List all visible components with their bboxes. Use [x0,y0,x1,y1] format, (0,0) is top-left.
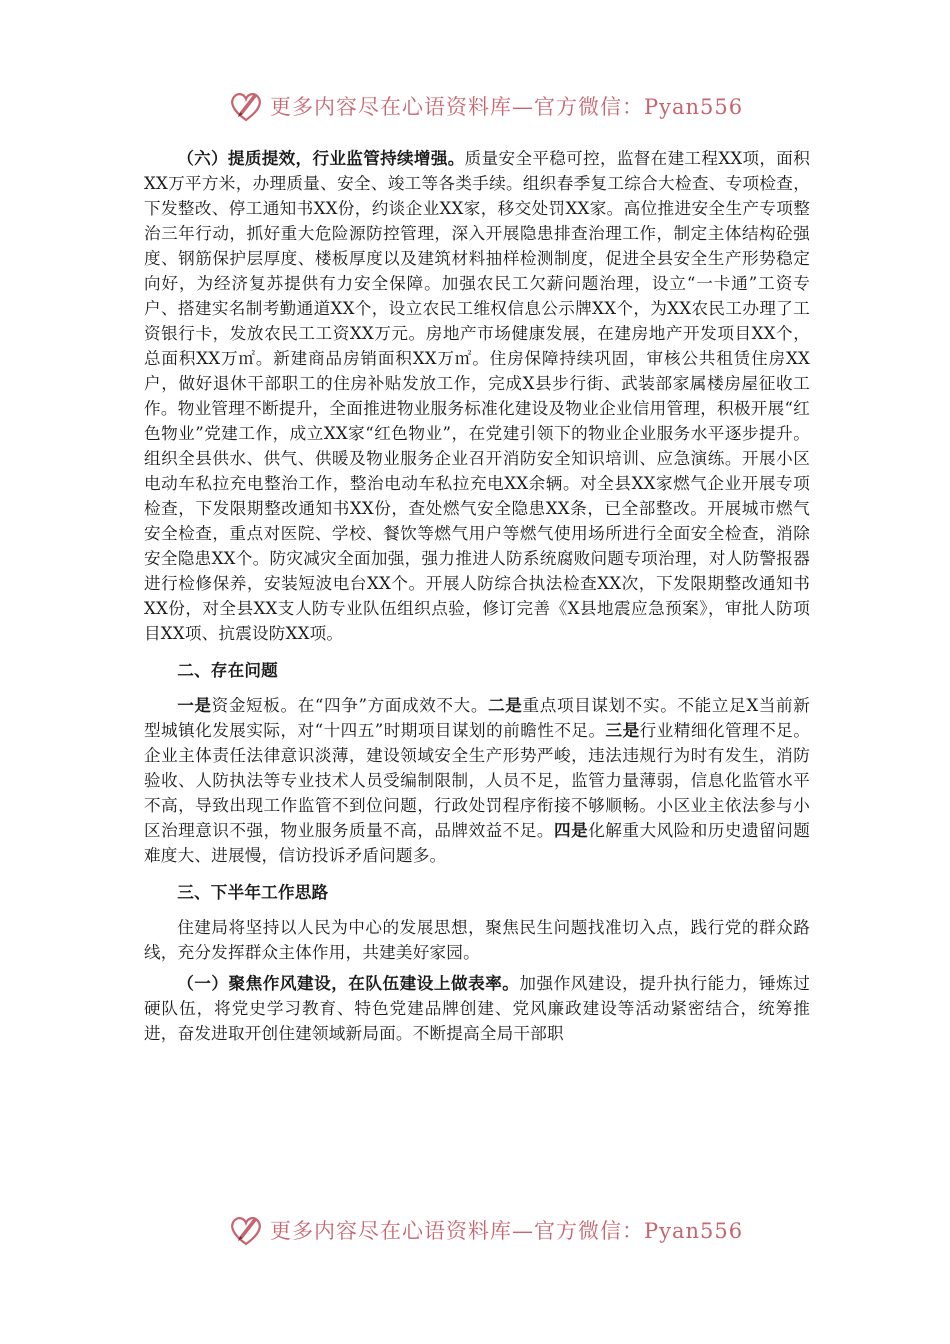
watermark-text: 更多内容尽在心语资料库—官方微信：Pyan556 [270,95,744,119]
pen-heart-logo-icon [226,1210,266,1250]
problem-1-lead: 一是 [177,695,212,715]
plan-item-1-lead: （一）聚焦作风建设，在队伍建设上做表率。 [177,973,520,993]
plan-item-1-body: 加强作风建设，提升执行能力，锤炼过硬队伍，将党史学习教育、特色党建品牌创建、党风廉政建设等活动紧密结合，统筹推进，奋发进取开创住建领域新局面。不断提高全局干部职 [144,974,810,1043]
document-body [144,146,810,1052]
problem-3-lead: 三是 [605,720,640,740]
section-6-lead: （六）提质提效，行业监管持续增强。 [177,148,465,168]
problem-4-lead: 四是 [554,820,589,840]
plans-heading: 三、下半年工作思路 [177,882,329,902]
problem-4-text: 化解重大风险和历史遗留问题难度大、进展慢，信访投诉矛盾问题多。 [144,821,810,865]
problem-2-text: 重点项目谋划不实。不能立足X当前新型城镇化发展实际，对“十四五”时期项目谋划的前瞻性不足。 [144,696,810,740]
plans-intro: 住建局将坚持以人民为中心的发展思想，聚焦民生问题找准切入点，践行党的群众路线，充分发挥群众主体作用，共建美好家园。 [144,918,810,962]
problems-heading: 二、存在问题 [177,660,278,680]
problem-2-lead: 二是 [488,695,523,715]
problems-paragraph [144,693,810,868]
plan-item-1 [144,971,810,1046]
watermark-banner-bottom [226,1210,743,1250]
problem-3-text: 行业精细化管理不足。企业主体责任法律意识淡薄，建设领域安全生产形势严峻，违法违规行为时有发生，消防验收、人防执法等专业技术人员受编制限制，人员不足，监管力量薄弱，信息化监管水平不高，导致出现工作监管不到位问题，行政处罚程序衔接不够顺畅。小区业主依法参与小区治理意识不强，物业服务质量不高，品牌效益不足。 [144,721,810,840]
watermark-banner-top [226,86,743,126]
problem-1-text: 资金短板。在“四争”方面成效不大。 [211,696,489,715]
pen-heart-logo-icon [226,86,266,126]
section-6-body: 质量安全平稳可控，监督在建工程XX项，面积XX万平方米，办理质量、安全、竣工等各类手续。组织春季复工综合大检查、专项检查，下发整改、停工通知书XX份，约谈企业XX家，移交处罚XX家。高位推进安全生产专项整治三年行动，抓好重大危险源防控管理，深入开展隐患排查治理工作，制定主体结构砼强度、钢筋保护层厚度、楼板厚度以及建筑材料抽样检测制度，促进全县安全生产形势稳定向好，为经济复苏提供有力安全保障。加强农民工欠薪问题治理，设立“一卡通”工资专户、搭建实名制考勤通道XX个，设立农民工维权信息公示牌XX个，为XX农民工办理了工资银行卡，发放农民工工资XX万元。房地产市场健康发展，在建房地产开发项目XX个，总面积XX万㎡。新建商品房销面积XX万㎡。住房保障持续巩固，审核公共租赁住房XX户，做好退休干部职工的住房补贴发放工作，完成X县步行街、武装部家属楼房屋征收工作。物业管理不断提升，全面推进物业服务标准化建设及物业企业信用管理，积极开展“红色物业”党建工作，成立XX家“红色物业”，在党建引领下的物业企业服务水平逐步提升。组织全县供水、供气、供暖及物业服务企业召开消防安全知识培训、应急演练。开展小区电动车私拉充电整治工作，整治电动车私拉充电XX余辆。对全县XX家燃气企业开展专项检查，下发限期整改通知书XX份，查处燃气安全隐患XX条，已全部整改。开展城市燃气安全检查，重点对医院、学校、餐饮等燃气用户等燃气使用场所进行全面安全检查，消除安全隐患XX个。防灾减灾全面加强，强力推进人防系统腐败问题专项治理，对人防警报器进行检修保养，安装短波电台XX个。开展人防综合执法检查XX次，下发限期整改通知书XX份，对全县XX支人防专业队伍组织点验，修订完善《X县地震应急预案》，审批人防项目XX项、抗震设防XX项。 [144,149,810,643]
section-6-paragraph [144,146,810,646]
watermark-text: 更多内容尽在心语资料库—官方微信：Pyan556 [270,1219,744,1243]
